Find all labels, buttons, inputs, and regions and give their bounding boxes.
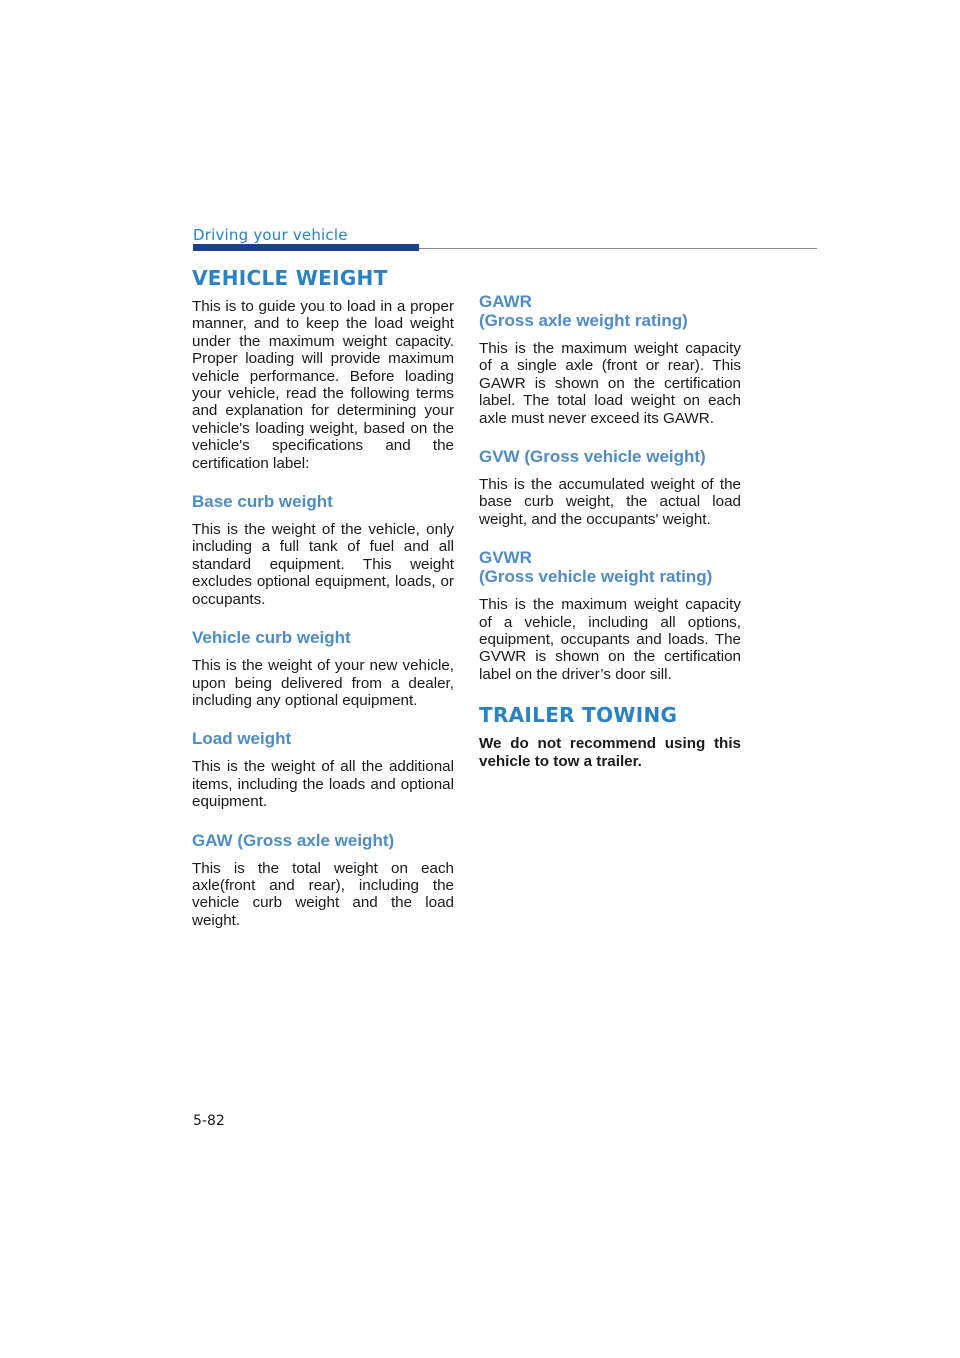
gawr-heading [479,292,741,330]
vehicle-curb-weight-body: This is the weight of your new vehicle, upon being delivered from a dealer, including any optional equipment. [192,657,454,709]
vehicle-curb-weight-heading: Vehicle curb weight [192,628,351,648]
gvwr-heading [479,548,741,586]
gvw-body: This is the accumulated weight of the base curb weight, the actual load weight, and the occupants' weight. [479,476,741,528]
gvwr-heading-line1: GVWR [479,548,532,568]
right-column [479,266,741,790]
vehicle-weight-title: VEHICLE WEIGHT [192,266,388,290]
trailer-towing-title: TRAILER TOWING [479,703,678,728]
load-weight-heading: Load weight [192,729,292,749]
gaw-heading: GAW (Gross axle weight) [192,830,395,850]
gawr-heading-line1: GAWR [479,292,532,311]
gvwr-body: This is the maximum weight capacity of a vehicle, including all options, equipment, occupants and loads. The GVWR is shown on the certification label on the driver’s door sill. [479,596,741,683]
gawr-heading-line2: (Gross axle weight rating) [479,311,688,330]
gawr-body: This is the maximum weight capacity of a single axle (front or rear). This GAWR is shown on the certification label. The total load weight on each axle must never exceed its GAWR. [479,340,741,427]
base-curb-weight-body: This is the weight of the vehicle, only including a full tank of fuel and all standard equipment. This weight excludes optional equipment, loads, or occupants. [192,521,454,608]
trailer-towing-body: We do not recommend using this vehicle to tow a trailer. [479,735,741,770]
section-header-rule [419,248,817,249]
gvwr-heading-line2: (Gross vehicle weight rating) [479,567,713,587]
gvw-heading: GVW (Gross vehicle weight) [479,447,706,467]
vehicle-weight-intro: This is to guide you to load in a proper manner, and to keep the load weight under the maximum weight capacity. Proper loading will provide maximum vehicle performance. Before loading your vehicle, read the following terms and explanation for determining your vehicle's loading weight, based on the vehicle's specifications and the certification label: [192,298,454,472]
left-column [192,266,454,949]
load-weight-body: This is the weight of all the additional items, including the loads and optional equipment. [192,758,454,811]
section-header-label: Driving your vehicle [193,226,348,244]
base-curb-weight-heading: Base curb weight [192,492,333,512]
page-number: 5-82 [193,1113,225,1129]
section-header-bar [193,244,419,251]
gaw-body: This is the total weight on each axle(front and rear), including the vehicle curb weight and the load weight. [192,859,454,929]
